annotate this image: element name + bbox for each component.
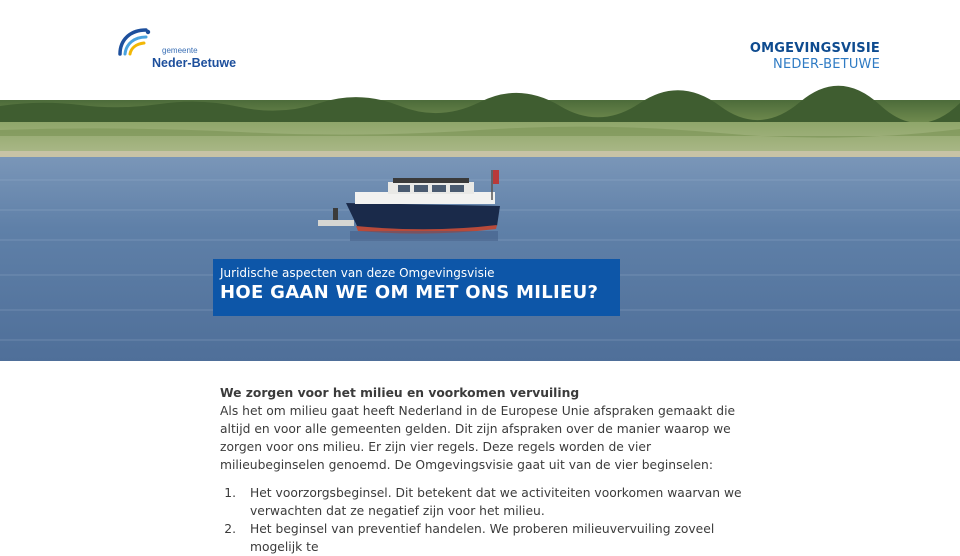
- principles-list: [220, 484, 750, 556]
- intro-paragraph: Als het om milieu gaat heeft Nederland in de Europese Unie afspraken gemaakt die altijd en voor alle gemeenten gelden. Dit zijn afspraken over de manier waarop we zorgen voor ons milieu. Er zijn vier regels. Deze regels worden de vier milieubeginselen genoemd. De Omgevingsvisie gaat uit van de vier beginselen:: [220, 404, 736, 472]
- site-title[interactable]: [750, 41, 880, 73]
- logo-small-text: gemeente: [162, 46, 198, 55]
- hero-subtitle: Juridische aspecten van deze Omgevingsvisie: [220, 266, 495, 280]
- list-number: 1.: [224, 486, 236, 500]
- logo-big-text: Neder-Betuwe: [152, 56, 237, 70]
- list-item: [220, 520, 750, 556]
- list-text: Het voorzorgsbeginsel. Dit betekent dat we activiteiten voorkomen waarvan we verwachten dat ze negatief zijn voor het milieu.: [250, 486, 742, 518]
- hero-image: [0, 100, 960, 361]
- main-content: [220, 384, 750, 556]
- list-text: Het beginsel van preventief handelen. We proberen milieuvervuiling zoveel mogelijk te: [250, 522, 715, 554]
- site-title-line2: NEDER-BETUWE: [773, 57, 880, 72]
- river-boat-photo: [0, 100, 960, 361]
- list-number: 2.: [224, 522, 236, 536]
- section-heading: We zorgen voor het milieu en voorkomen vervuiling: [220, 386, 580, 400]
- hero-title: HOE GAAN WE OM MET ONS MILIEU?: [220, 282, 599, 303]
- site-header: [0, 0, 960, 100]
- list-item: [220, 484, 750, 520]
- site-title-line1: OMGEVINGSVISIE: [749, 41, 880, 56]
- municipality-logo[interactable]: [116, 26, 246, 72]
- hero-caption: [213, 259, 620, 316]
- logo-icon: [116, 26, 156, 58]
